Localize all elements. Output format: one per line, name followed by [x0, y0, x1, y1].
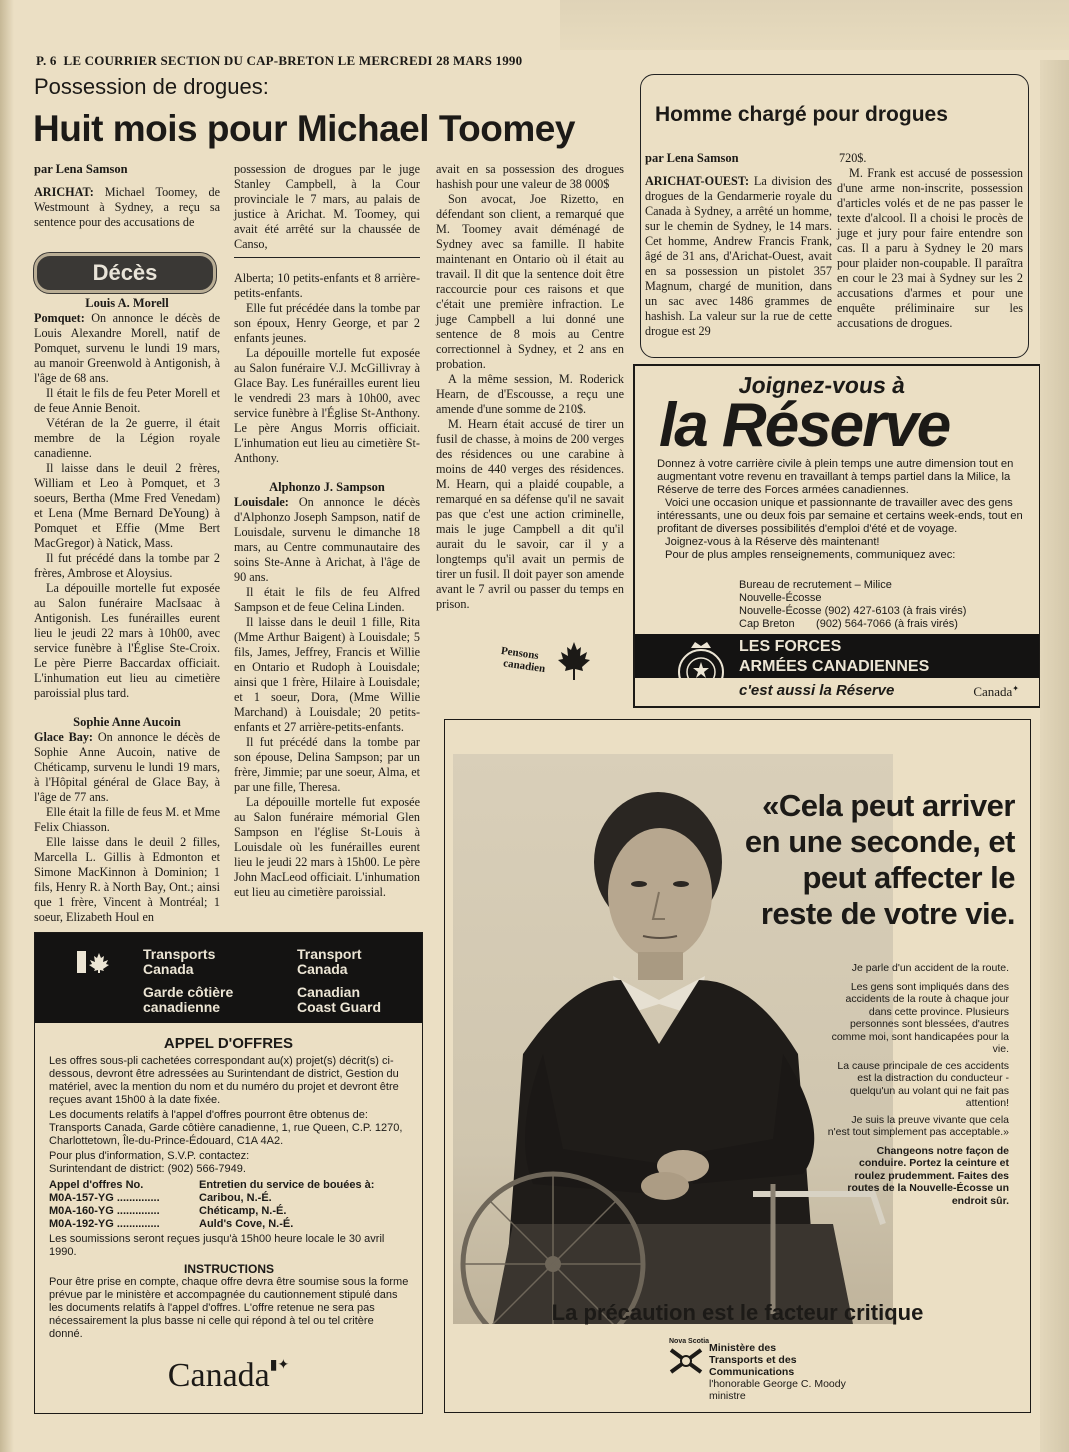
canada-wordmark-text: Canada: [973, 684, 1013, 699]
reserve-ad: [633, 364, 1041, 708]
paragraph: Pour de plus amples renseignements, communiquez avec:: [665, 549, 956, 561]
forces-line-2: ARMÉES CANADIENNES: [739, 658, 930, 675]
ministry-text: [709, 1342, 846, 1402]
paragraph: M. Hearn était accusé de tirer un fusil de chasse, à moins de 200 verges des résidences ou une carabine à moins de 440 verges des résidences. M. Hearn, qui a plaidé coupable, a remarqué en sa défense qu'il ne savait pas que c'est une action criminelle, mais le juge Campbell a dit qu'il aurait du le savoir, car il y a longtemps qu'il avait un permis de tirer un fusil. Il doit payer son amende avant le 7 avril ou passer du temps en prison.: [436, 417, 624, 611]
paragraph: Changeons notre façon de conduire. Portez la ceinture et roulez prudemment. Faites des routes de la Nouvelle-Écosse un endroit sûr.: [847, 1144, 1009, 1207]
tender-place: Chéticamp, N.-É.: [199, 1205, 287, 1217]
transport-en-1: Transport: [297, 946, 362, 962]
paragraph: On annonce le décès de Sophie Anne Aucoin, native de Chéticamp, survenu le lundi 19 mars, à l'Hôpital général de Glace Bay, à l'âge de 77 ans.: [34, 730, 220, 804]
obituaries-column-1: [34, 296, 220, 925]
province: Nouvelle-Écosse: [739, 592, 822, 604]
obituary-name: Alphonzo J. Sampson: [269, 480, 385, 494]
transport-fr-1: Transports: [143, 946, 216, 962]
coastguard-fr-1: Garde côtière: [143, 984, 234, 1000]
coastguard-fr-2: canadienne: [143, 999, 221, 1015]
flag-mark-icon: ▮✦: [269, 1358, 290, 1373]
coast-guard-header: [35, 933, 422, 1023]
tender-place: Caribou, N.-É.: [199, 1192, 272, 1204]
toomey-column-2: [234, 162, 420, 252]
dateline: ARICHAT-OUEST:: [645, 174, 750, 188]
tender-number: M0A-192-YG ..............: [49, 1218, 160, 1230]
tender-place: Auld's Cove, N.-É.: [199, 1218, 294, 1230]
canada-flag-icon: [77, 951, 121, 973]
paragraph: Michael Toomey, de Westmount à Sydney, a reçu sa sentence pour des accusations de: [34, 185, 220, 229]
tender-row: [49, 1218, 409, 1231]
paragraph: Il laisse dans le deuil 1 fille, Rita (Mme Arthur Baigent) à Louisdale; 5 fils, James, Jeffrey, Francis et Willie en Ontario et Rudoph à Louisdale; ainsi que 1 frère, Hilaire à Louisdale; et 1 soeur, Dora, (Mme Willie Marchand) à Louisdale; 20 petits-enfants et 27 arrière-petits-enfants.: [234, 615, 420, 734]
col-service: Entretien du service de bouées à:: [199, 1179, 375, 1191]
page-number: P. 6: [36, 53, 57, 68]
paragraph: La dépouille mortelle fut exposée au Salon funéraire V.J. McGillivray à Glace Bay. Les funérailles eurent lieu le vendredi 23 mars à 10h00, avec service funèbre à l'Église St-Anthony. Le père Angus Morris officiait. L'inhumation eut lieu au cimetière St-Anthony.: [234, 346, 420, 465]
pensons-line-1: Pensons: [500, 644, 540, 663]
bleed-through-area: [560, 0, 1069, 50]
canada-wordmark-text: Canada: [167, 1357, 270, 1394]
forces-banner: [635, 634, 1039, 706]
forces-line-1: LES FORCES: [739, 638, 842, 655]
instructions-title: INSTRUCTIONS: [184, 1262, 274, 1276]
paragraph: La cause principale de ces accidents est la distraction du conducteur - quelqu'un au volant qui ne fait pas attention!: [837, 1059, 1009, 1109]
paragraph: Il laisse dans le deuil 2 frères, William et Leo à Pomquet, et 3 soeurs, Bertha (Mme Fred Venedam) et Lena (Mme Bernard DeYoung) à Pomquet et Effie (Mme Bert MacGregor) à Natick, Mass.: [34, 461, 220, 550]
byline: par Lena Samson: [34, 162, 128, 176]
road-safety-ad: [444, 719, 1031, 1413]
obituary-name: Sophie Anne Aucoin: [73, 715, 181, 729]
paragraph: Surintendant de district: (902) 566-7949.: [49, 1163, 246, 1175]
paragraph: avait en sa possession des drogues hashish pour une valeur de 38 000$: [436, 162, 624, 191]
paragraph: Elle laisse dans le deuil 2 filles, Marcella L. Gillis à Edmonton et Simone MacKinnon à Dominion; 1 fils, Henry R. à North Bay, Ont.; ainsi que 1 frère, Vincent à Montréal; 1 soeur, Elizabeth Houl en: [34, 835, 220, 924]
paragraph: possession de drogues par le juge Stanley Campbell, à la Cour provinciale le 7 mars, au palais de justice à Arichat. M. Toomey, qui avait été arrêté sur la chaussée de Canso,: [234, 162, 420, 251]
paragraph: Il était le fils de feu Alfred Sampson et de feue Celina Linden.: [234, 585, 420, 614]
toomey-column-3: [436, 162, 624, 612]
homme-title: Homme chargé pour drogues: [655, 103, 948, 126]
paragraph: Son avocat, Joe Rizetto, en défendant son client, a remarqué que M. Toomey avait déménagé de Sydney avec sa famille. Il habite maintenant en Ontario où il était au travail. Il dit que la sentence doit être raccourcie pour ces raisons et que c'était une première infraction. Le juge Campbell a lui donné une sentence de 8 mois au Centre correctionnel à Sydney, et 2 ans en probation.: [436, 192, 624, 371]
paragraph: Elle était la fille de feus M. et Mme Felix Chiasson.: [34, 805, 220, 834]
maple-leaf-icon: [556, 640, 592, 684]
phone-cb: Cap Breton (902) 564-7066 (à frais virés): [739, 618, 958, 630]
column-rule: [234, 257, 420, 258]
transport-fr-2: Canada: [143, 961, 194, 977]
page-right-edge: [1040, 60, 1069, 1452]
dateline: ARICHAT:: [34, 185, 94, 199]
toomey-column-1: [34, 162, 220, 230]
byline: par Lena Samson: [645, 151, 739, 165]
homme-column-1: [645, 151, 832, 339]
paragraph: A la même session, M. Roderick Hearn, de d'Escousse, a reçu une amende d'une somme de 210$.: [436, 372, 624, 416]
quote-headline: «Cela peut arriver en une seconde, et peut affecter le reste de votre vie.: [744, 788, 1015, 931]
paragraph: 720$.: [839, 151, 867, 165]
paragraph: Donnez à votre carrière civile à plein temps une autre dimension tout en augmentant votre revenu en travaillant à temps partiel dans la Milice, la Réserve de terre des Forces armées canadiennes.: [657, 458, 1014, 496]
paragraph: Je suis la preuve vivante que cela n'est tout simplement pas acceptable.»: [827, 1113, 1009, 1138]
tender-number: M0A-157-YG ..............: [49, 1192, 160, 1204]
homme-column-2: [837, 151, 1023, 331]
paragraph: Elle fut précédée dans la tombe par son époux, Henry George, et par 2 enfants jeunes.: [234, 301, 420, 345]
ministry-line-2: Transports et des: [709, 1354, 797, 1366]
paragraph: On annonce le décès d'Alphonzo Joseph Sampson, natif de Louisdale, survenu le dimanche 18 mars, au Centre communautaire des soins Ste-Anne à Arichat, à l'âge de 90 ans.: [234, 495, 421, 584]
col-tender-no: Appel d'offres No.: [49, 1179, 144, 1191]
obituary-place: Glace Bay:: [34, 730, 93, 744]
tender-rows: [49, 1192, 409, 1231]
minister-title: ministre: [709, 1390, 746, 1402]
recruiting-office: Bureau de recrutement – Milice: [739, 579, 892, 591]
paragraph: Pour plus d'information, S.V.P. contactez:: [49, 1150, 250, 1162]
obituary-place: Pomquet:: [34, 311, 85, 325]
safety-slogan: La précaution est le facteur critique: [551, 1300, 924, 1325]
paragraph: Les documents relatifs à l'appel d'offres pourront être obtenus de: Transports Canada, Garde côtière canadienne, 1, rue Queen, C.P. 1270, Charlottetown, Île-du-Prince-Édouard, C1A 4A2.: [49, 1109, 403, 1147]
nova-scotia-label: Nova Scotia: [669, 1338, 710, 1345]
ministry-line-1: Ministère des: [709, 1342, 777, 1354]
tender-table-header: [49, 1179, 409, 1192]
paragraph: La division des drogues de la Gendarmerie royale du Canada à Sydney, a arrêté un homme, sur le chemin de Sydney, le 14 mars. Cet homme, Andrew Francis Frank, âgé de 31 ans, d'Arichat-Ouest, avait en sa possession un pistolet 357 Magnum, chargé de munition, dans un sac avec 1486 grammes de hashish. La valeur sur la rue de cette drogue est 29: [645, 174, 832, 338]
paragraph: Pour être prise en compte, chaque offre devra être soumise sous la forme prévue par le ministère et accompagnée du cautionnement stipulé dans les documents relatifs à l'appel d'offres. L'offre retenue ne sera pas nécessairement la plus basse ni celle qui répond à tel ou tel critère donné.: [49, 1276, 409, 1340]
coastguard-en-2: Coast Guard: [297, 999, 382, 1015]
tender-title: APPEL D'OFFRES: [163, 1035, 294, 1052]
article-title: Huit mois pour Michael Toomey: [33, 108, 575, 149]
forces-tagline: c'est aussi la Réserve: [739, 682, 895, 699]
obituary-name: Louis A. Morell: [85, 296, 169, 310]
paragraph: Les offres sous-pli cachetées correspondant au(x) projet(s) décrit(s) ci-dessous, devront être adressées au Surintendant de district, Gestion du matériel, avec la mention du nom et du numéro du projet et devront être reçues avant 15h00 à la date fixée.: [49, 1055, 399, 1106]
obituary-place: Louisdale:: [234, 495, 289, 509]
flag-mark-icon: ✦: [1012, 684, 1019, 693]
paragraph: Il fut précédé dans la tombe par son épouse, Delina Sampson; par un frère, Jimmie; par une soeur, Alma, et par une fille, Theresa.: [234, 735, 420, 794]
tender-body: [49, 1055, 409, 1341]
tender-row: [49, 1205, 409, 1218]
nova-scotia-emblem-icon: [669, 1348, 703, 1374]
homme-article-box: [640, 74, 1029, 358]
paragraph: Joignez-vous à la Réserve dès maintenant!: [665, 536, 880, 548]
paragraph: Les gens sont impliqués dans des accidents de la route à chaque jour dans cette province. Plusieurs personnes sont blessées, d'autres comme moi, sont handicapées pour la vie.: [831, 980, 1009, 1055]
paragraph: On annonce le décès de Louis Alexandre Morell, natif de Pomquet, survenu le lundi 19 mars, au manoir Greenwold à Antigonish, à l'âge de 68 ans.: [34, 311, 220, 385]
paragraph: Il était le fils de feu Peter Morell et de feue Annie Benoit.: [34, 386, 220, 415]
reserve-headline-small: Joignez-vous à: [737, 372, 908, 398]
deces-banner: [34, 253, 216, 293]
paragraph: Il fut précédé dans la tombe par 2 frères, Ambrose et Aloysius.: [34, 551, 220, 580]
minister-name: l'honorable George C. Moody: [709, 1378, 846, 1390]
paragraph: Alberta; 10 petits-enfants et 8 arrière-petits-enfants.: [234, 271, 420, 300]
pensons-canadien-logo: [498, 640, 598, 692]
masthead-title: LE COURRIER SECTION DU CAP-BRETON LE MERCREDI 28 MARS 1990: [63, 53, 523, 68]
reserve-headline-big: la Réserve: [659, 391, 950, 460]
canada-wordmark-small: [973, 684, 1019, 700]
paragraph: Les soumissions seront reçues jusqu'à 15h00 heure locale le 30 avril 1990.: [49, 1233, 385, 1258]
article-kicker: Possession de drogues:: [34, 74, 269, 99]
tender-number: M0A-160-YG ..............: [49, 1205, 160, 1217]
page-edge: [0, 0, 14, 1452]
paragraph: Voici une occasion unique et passionnante de travailler avec des gens intéressants, une ou deux fois par semaine et certains week-ends, tout en profitant de diverses possibilités d'emploi d'été et de voyage.: [657, 497, 1023, 535]
coastguard-en-1: Canadian: [297, 984, 361, 1000]
paragraph: Vétéran de la 2e guerre, il était membre de la Légion royale canadienne.: [34, 416, 220, 460]
phone-ns: Nouvelle-Écosse (902) 427-6103 (à frais virés): [739, 605, 967, 617]
transport-en-2: Canada: [297, 961, 348, 977]
paragraph: M. Frank est accusé de possession d'une arme non-inscrite, possession d'articles volés et de ne pas passer le texte d'alcool. Il a choisi le procès de juge et jury pour faire entendre son cas. Il a paru à Sydney le 20 mars pour plaider non-coupable. Il paraîtra en cour le 23 mai à Sydney sur les 2 accusations d'armes et pour une enquête préliminaire sur les accusations de drogues.: [837, 166, 1023, 330]
obituaries-column-2: [234, 271, 420, 900]
paragraph: La dépouille mortelle fut exposée au Salon funéraire mémorial Glen Sampson en l'église St-Louis à Louisdale où les funérailles eurent lieu le jeudi 22 mars à 15h00. Le père John MacLeod officiait. L'inhumation eut lieu au cimetière paroissial.: [234, 795, 420, 899]
pensons-line-2: canadien: [502, 657, 546, 676]
reserve-contact: [739, 579, 966, 631]
ministry-line-3: Communications: [709, 1366, 795, 1378]
ministry-signature: [669, 1338, 929, 1408]
paragraph: La dépouille mortelle fut exposée au Salon funéraire MacIsaac à Antigonish. Les funérailles eurent lieu le jeudi 22 mars à 10h00, avec service funèbre à l'Église Ste-Croix. Le père Pierre Baccardax officiait. L'inhumation eut lieu au cimetière paroissial plus tard.: [34, 581, 220, 700]
paragraph: Je parle d'un accident de la route.: [851, 962, 1009, 974]
coast-guard-ad: [34, 932, 423, 1414]
deces-label: Décès: [92, 260, 158, 285]
quote-body: [827, 962, 1009, 1207]
reserve-body: [657, 458, 1027, 562]
masthead: [36, 53, 596, 69]
canada-wordmark: [35, 1357, 422, 1395]
tender-row: [49, 1192, 409, 1205]
